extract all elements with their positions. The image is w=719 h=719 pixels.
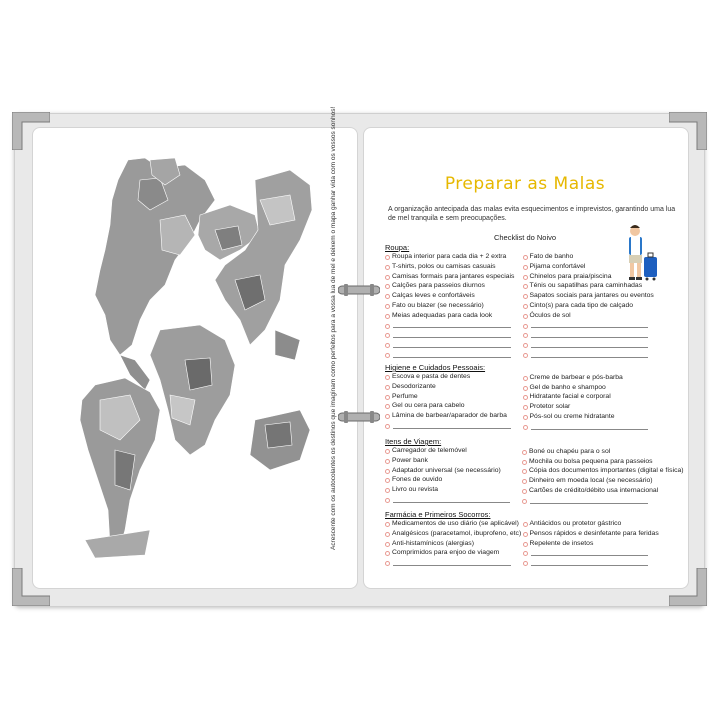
checklist-item[interactable]: Gel de banho e shampoo bbox=[523, 383, 661, 393]
checklist-item[interactable]: Pijama confortável bbox=[523, 262, 661, 272]
checklist-subtitle: Checklist do Noivo bbox=[493, 233, 557, 242]
map-caption-text: Acrescente com os autocolantes os destinos que imaginam como perfeitos para a vossa lua de mel e deixem o mapa ganhar vida com os vossos sonhos! bbox=[330, 106, 337, 550]
section-pharmacy bbox=[385, 510, 660, 568]
blank-checklist-line[interactable] bbox=[522, 496, 660, 506]
checklist-item[interactable]: Desodorizante bbox=[385, 382, 523, 392]
blank-checklist-line[interactable] bbox=[523, 350, 661, 360]
checklist-item[interactable]: Antiácidos ou protetor gástrico bbox=[523, 519, 661, 529]
checklist-item[interactable]: Meias adequadas para cada look bbox=[385, 311, 523, 321]
checklist-item[interactable]: T-shirts, polos ou camisas casuais bbox=[385, 262, 523, 272]
column-right bbox=[523, 252, 661, 360]
checklist-item[interactable]: Camisas formais para jantares especiais bbox=[385, 272, 523, 282]
column-left bbox=[385, 446, 522, 506]
map-asia bbox=[215, 170, 312, 345]
checklist-item[interactable]: Livro ou revista bbox=[385, 485, 522, 495]
blank-checklist-line[interactable] bbox=[523, 558, 661, 568]
checklist-item[interactable]: Fato ou blazer (se necessário) bbox=[385, 301, 523, 311]
checklist-item[interactable]: Óculos de sol bbox=[523, 311, 661, 321]
section-title: Itens de Viagem: bbox=[385, 437, 442, 446]
blank-checklist-line[interactable] bbox=[385, 558, 523, 568]
blank-checklist-line[interactable] bbox=[523, 548, 661, 558]
blank-checklist-line[interactable] bbox=[385, 321, 523, 331]
section-hygiene bbox=[385, 363, 660, 432]
checklist-item[interactable]: Fato de banho bbox=[523, 252, 661, 262]
column-left bbox=[385, 252, 523, 360]
binder-ring-top bbox=[338, 283, 380, 297]
column-right bbox=[523, 363, 661, 432]
section-title: Roupa: bbox=[385, 243, 410, 252]
blank-checklist-line[interactable] bbox=[523, 340, 661, 350]
map-africa bbox=[150, 325, 235, 455]
section-title: Higiene e Cuidados Pessoais: bbox=[385, 363, 486, 372]
checklist-item[interactable]: Escova e pasta de dentes bbox=[385, 372, 523, 382]
column-right bbox=[522, 437, 684, 506]
blank-checklist-line[interactable] bbox=[523, 422, 661, 432]
section-clothing bbox=[385, 243, 660, 360]
checklist-item[interactable]: Comprimidos para enjoo de viagem bbox=[385, 548, 523, 558]
blank-checklist-line[interactable] bbox=[385, 350, 523, 360]
section-travel-items bbox=[385, 437, 684, 506]
intro-paragraph: A organização antecipada das malas evita esquecimentos e imprevistos, garantindo uma lua de mel tranquila e sem preocupações. bbox=[388, 206, 676, 222]
blank-checklist-line[interactable] bbox=[385, 330, 523, 340]
checklist-item[interactable]: Power bank bbox=[385, 456, 522, 466]
checklist-item[interactable]: Hidratante facial e corporal bbox=[523, 392, 661, 402]
corner-protector-bottom-left bbox=[12, 568, 50, 606]
checklist-item[interactable]: Gel ou cera para cabelo bbox=[385, 401, 523, 411]
checklist-item[interactable]: Pensos rápidos e desinfetante para feridas bbox=[523, 529, 661, 539]
checklist-item[interactable]: Calções para passeios diurnos bbox=[385, 281, 523, 291]
checklist-item[interactable]: Dinheiro em moeda local (se necessário) bbox=[522, 476, 660, 486]
blank-checklist-line[interactable] bbox=[385, 340, 523, 350]
checklist-item[interactable]: Carregador de telemóvel bbox=[385, 446, 522, 456]
checklist-item[interactable]: Fones de ouvido bbox=[385, 475, 522, 485]
checklist-item[interactable]: Perfume bbox=[385, 392, 523, 402]
column-left bbox=[385, 372, 523, 432]
checklist-item[interactable]: Chinelos para praia/piscina bbox=[523, 272, 661, 282]
section-title: Farmácia e Primeiros Socorros: bbox=[385, 510, 491, 519]
corner-protector-bottom-right bbox=[669, 568, 707, 606]
checklist-item[interactable]: Cinto(s) para cada tipo de calçado bbox=[523, 301, 661, 311]
map-caption bbox=[330, 106, 342, 550]
checklist-item[interactable]: Pós-sol ou creme hidratante bbox=[523, 412, 661, 422]
checklist-item[interactable]: Ténis ou sapatilhas para caminhadas bbox=[523, 281, 661, 291]
checklist-item[interactable]: Cartões de crédito/débito usa internacional bbox=[522, 486, 660, 496]
blank-checklist-line[interactable] bbox=[523, 330, 661, 340]
checklist-item[interactable]: Lâmina de barbear/aparador de barba bbox=[385, 411, 523, 421]
checklist-item[interactable]: Medicamentos de uso diário (se aplicável) bbox=[385, 519, 523, 529]
checklist-item[interactable]: Analgésicos (paracetamol, ibuprofeno, etc) bbox=[385, 529, 523, 539]
checklist-item[interactable]: Roupa interior para cada dia + 2 extra bbox=[385, 252, 523, 262]
checklist-item[interactable]: Calças leves e confortáveis bbox=[385, 291, 523, 301]
corner-protector-top-right bbox=[669, 112, 707, 150]
checklist-item[interactable]: Boné ou chapéu para o sol bbox=[522, 447, 660, 457]
corner-protector-top-left bbox=[12, 112, 50, 150]
checklist-item[interactable]: Mochila ou bolsa pequena para passeios bbox=[522, 457, 660, 467]
checklist-item[interactable]: Sapatos sociais para jantares ou eventos bbox=[523, 291, 661, 301]
checklist-item[interactable]: Anti-histamínicos (alergias) bbox=[385, 539, 523, 549]
checklist-item[interactable]: Creme de barbear e pós-barba bbox=[523, 373, 661, 383]
blank-checklist-line[interactable] bbox=[385, 421, 523, 431]
blank-checklist-line[interactable] bbox=[523, 321, 661, 331]
page-title: Preparar as Malas bbox=[444, 174, 606, 194]
column-right bbox=[523, 519, 661, 568]
column-left bbox=[385, 519, 523, 568]
binder-ring-bottom bbox=[338, 410, 380, 424]
checklist-item[interactable]: Protetor solar bbox=[523, 402, 661, 412]
checklist-item[interactable]: Repelente de insetos bbox=[523, 539, 661, 549]
checklist-item[interactable]: Cópia dos documentos importantes (digital e física) bbox=[522, 466, 660, 476]
blank-checklist-line[interactable] bbox=[385, 495, 522, 505]
checklist-item[interactable]: Adaptador universal (se necessário) bbox=[385, 466, 522, 476]
